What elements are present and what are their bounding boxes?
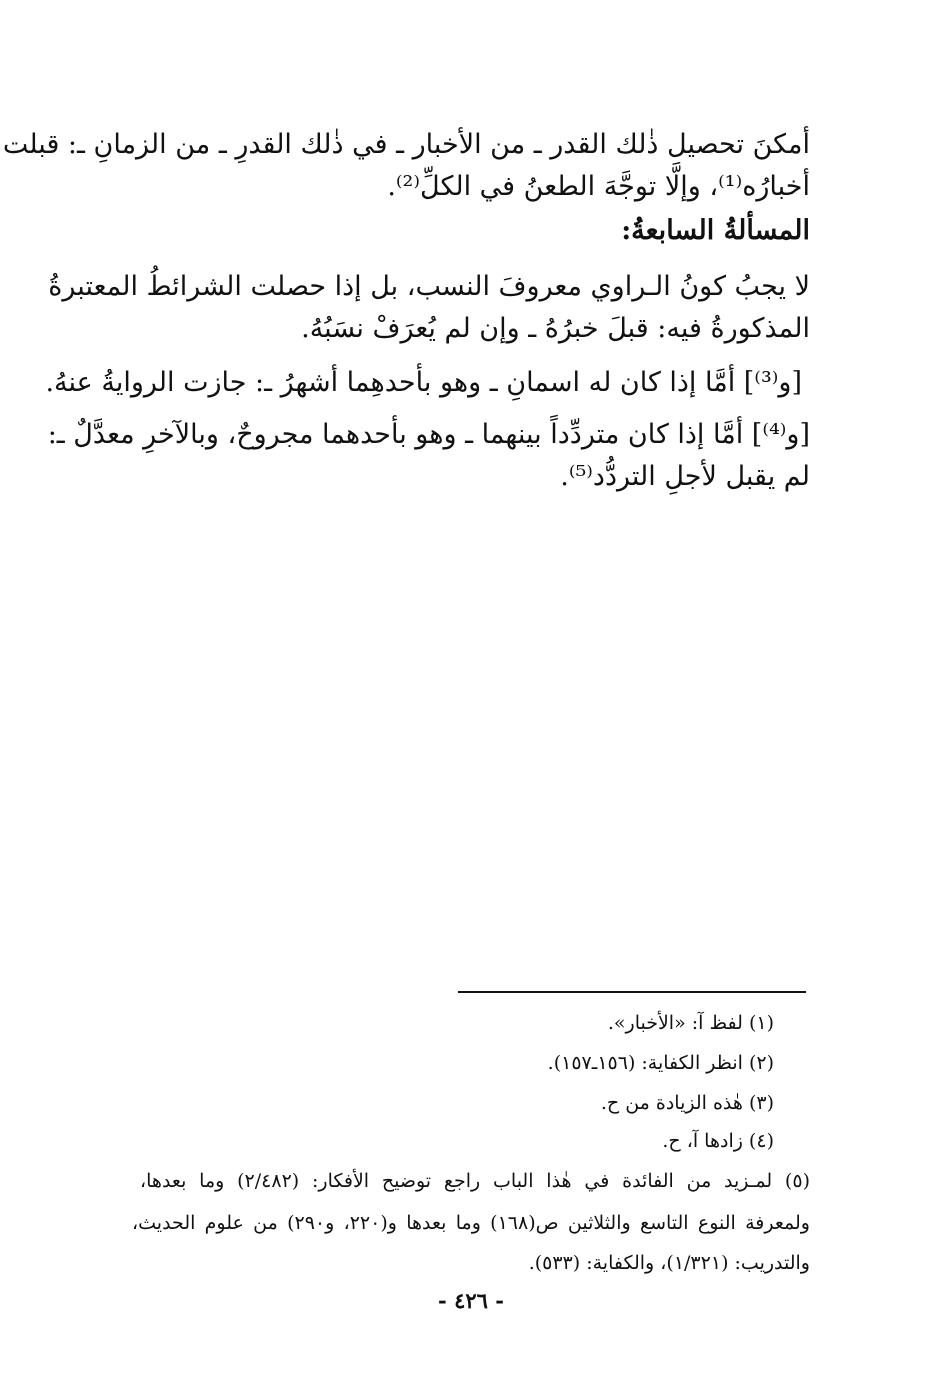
body-line: [و⁽⁴⁾] أمَّا إذا كان متردِّداً بينهما ـ وهو بأحدهما مجروحٌ، وبالآخرِ معدَّلٌ ـ: (47, 419, 810, 450)
page-number: - ٤٢٦ - (438, 1288, 504, 1313)
body-line: أمكنَ تحصيل ذٰلك القدر ـ من الأخبار ـ في ذٰلك القدرِ ـ من الزمانِ ـ: قبلت (2, 129, 810, 160)
footnote: (١) لفظ آ: «الأخبار». (607, 1012, 774, 1034)
body-line: لم يقبل لأجلِ التردُّد⁽⁵⁾. (560, 461, 810, 492)
footnote: (٤) زادها آ، ح. (662, 1130, 774, 1152)
body-line: لا يجبُ كونُ الـراوي معروفَ النسب، بل إذا حصلت الشرائطُ المعتبرةُ (48, 271, 810, 302)
footnote: ولمعرفة النوع التاسع والثلاثين ص(١٦٨) وما بعدها و(٢٢٠، و٢٩٠) من علوم الحديث، (132, 1212, 810, 1234)
footnote: (٥) لمـزيد من الفائدة في هٰذا الباب راجع توضيح الأفكار: (٢/٤٨٢) وما بعدها، (140, 1170, 810, 1192)
body-line: المذكورةُ فيه: قبلَ خبرُهُ ـ وإن لم يُعرَفْ نسَبُهُ. (301, 313, 810, 344)
section-heading: المسألةُ السابعةُ: (621, 215, 810, 246)
footnote: (٣) هٰذه الزيادة من ح. (600, 1092, 774, 1114)
footnote: (٢) انظر الكفاية: (١٥٦ـ١٥٧). (547, 1052, 774, 1074)
body-line: [و⁽³⁾] أمَّا إذا كان له اسمانِ ـ وهو بأحدهِما أشهرُ ـ: جازت الروايةُ عنهُ. (45, 367, 802, 398)
footnote: والتدريب: (١/٣٢١)، والكفاية: (٥٣٣). (528, 1252, 810, 1274)
footnote-divider (458, 991, 806, 993)
body-line: أخبارُه⁽¹⁾، وإلَّا توجَّهَ الطعنُ في الكلِّ⁽²⁾. (387, 171, 810, 202)
